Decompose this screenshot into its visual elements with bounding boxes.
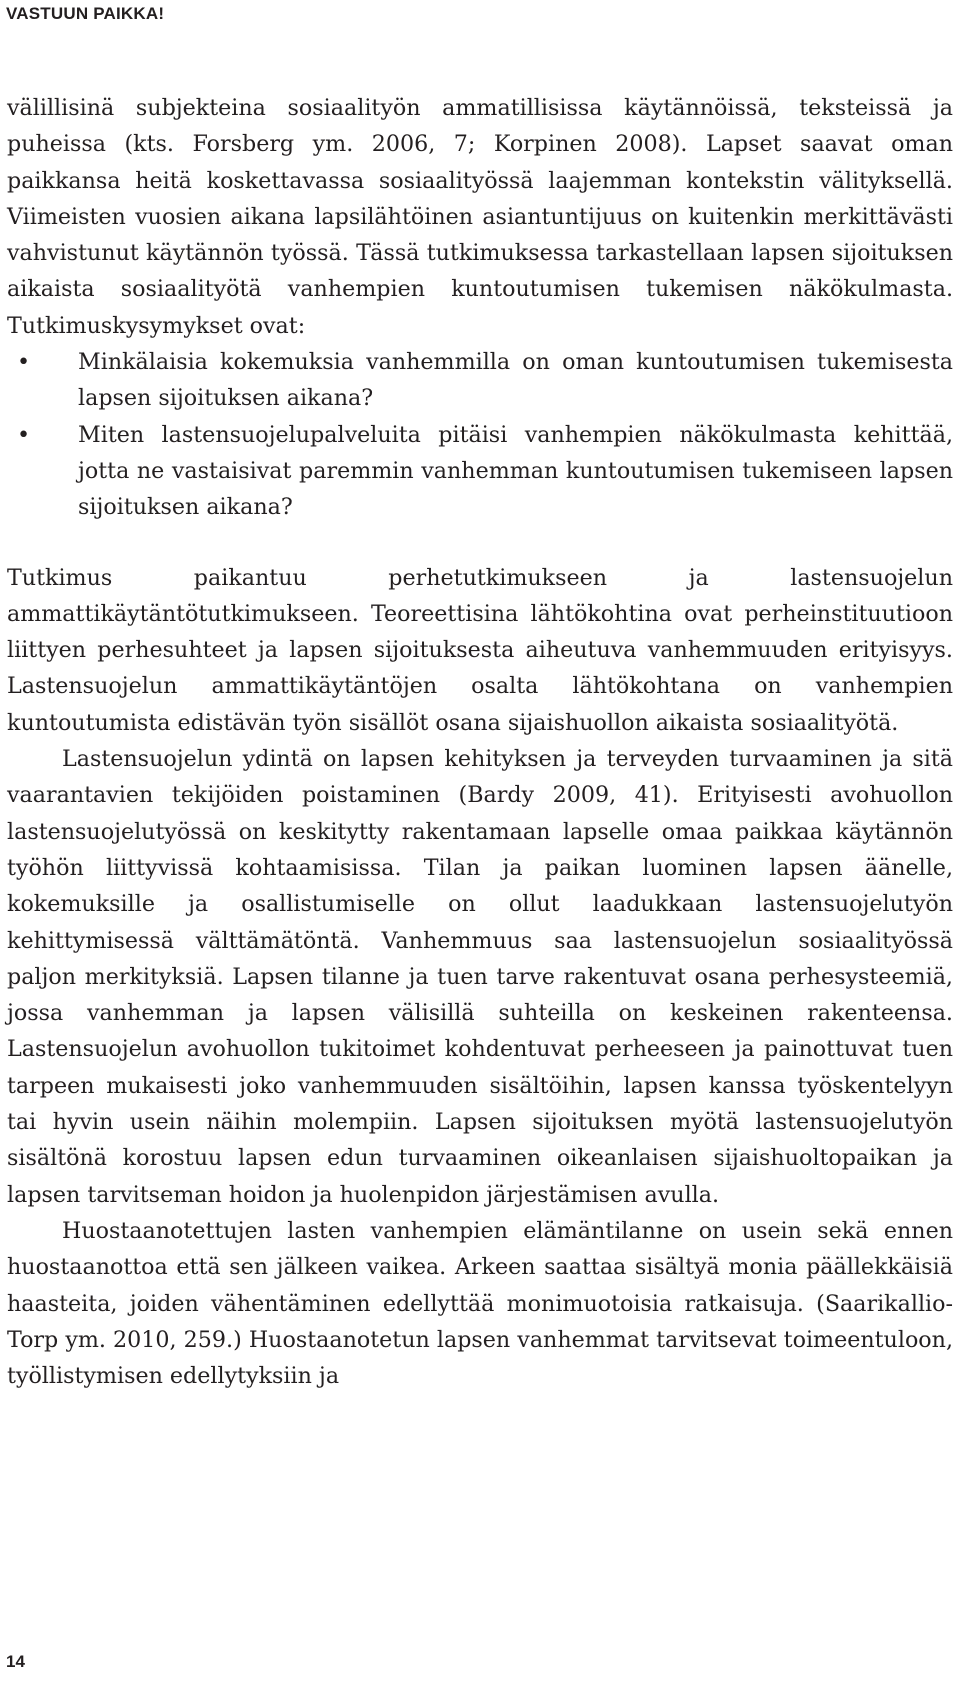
bullet-icon: •: [17, 349, 31, 376]
research-questions-list: [7, 344, 953, 525]
research-question-text: Minkälaisia kokemuksia vanhemmilla on oman kuntoutumisen tukemisesta lapsen sijoituksen aikana?: [78, 349, 953, 412]
paragraph: Tutkimus paikantuu perhetutkimukseen ja lastensuojelun ammattikäytäntötutkimukseen. Teoreettisina lähtökohtina ovat perheinstituutioon liittyen perhesuhteet ja lapsen sijoituksesta aiheutuva vanhemmuuden erityisyys. Lastensuojelun ammattikäytäntöjen osalta lähtökohtana on vanhempien kuntoutumista edistävän työn sisällöt osana sijaishuollon aikaista sosiaalityötä.: [7, 564, 953, 736]
bullet-icon: •: [17, 421, 31, 448]
list-item: [7, 344, 953, 417]
running-header: VASTUUN PAIKKA!: [6, 4, 165, 23]
page-body: [7, 90, 953, 1394]
intro-paragraph: välillisinä subjekteina sosiaalityön ammatillisissa käytännöissä, teksteissä ja puheissa (kts. Forsberg ym. 2006, 7; Korpinen 2008). Lapset saavat oman paikkansa heitä koskettavassa sosiaalityössä laajemman kontekstin välityksellä. Viimeisten vuosien aikana lapsilähtöinen asiantuntijuus on kuitenkin merkittävästi vahvistunut käytännön työssä. Tässä tutkimuksessa tarkastellaan lapsen sijoituksen aikaista sosiaalityötä vanhempien kuntoutumisen tukemisen näkökulmasta. Tutkimuskysymykset ovat:: [7, 95, 953, 339]
page-number: 14: [6, 1652, 25, 1671]
paragraph: Lastensuojelun ydintä on lapsen kehityksen ja terveyden turvaaminen ja sitä vaarantavien tekijöiden poistaminen (Bardy 2009, 41). Erityisesti avohuollon lastensuojelutyössä on keskitytty rakentamaan lapselle omaa paikkaa käytännön työhön liittyvissä kohtaamisissa. Tilan ja paikan luominen lapsen äänelle, kokemuksille ja osallistumiselle on ollut laadukkaan lastensuojelutyön kehittymisessä välttämätöntä. Vanhemmuus saa lastensuojelun sosiaalityössä paljon merkityksiä. Lapsen tilanne ja tuen tarve rakentuvat osana perhesysteemiä, jossa vanhemman ja lapsen välisillä suhteilla on keskeinen rakenteensa. Lastensuojelun avohuollon tukitoimet kohdentuvat perheeseen ja painottuvat tuen tarpeen mukaisesti joko vanhemmuuden sisältöihin, lapsen kanssa työskentelyyn tai hyvin usein näihin molempiin. Lapsen sijoituksen myötä lastensuojelutyön sisältönä korostuu lapsen edun turvaaminen oikeanlaisen sijaishuoltopaikan ja lapsen tarvitseman hoidon ja huolenpidon järjestämisen avulla.: [7, 746, 953, 1208]
paragraph-spacer: [7, 526, 953, 560]
list-item: [7, 417, 953, 526]
paragraph: Huostaanotettujen lasten vanhempien elämäntilanne on usein sekä ennen huostaanottoa että sen jälkeen vaikea. Arkeen saattaa sisältyä monia päällekkäisiä haasteita, joiden vähentäminen edellyttää monimuotoisia ratkaisuja. (Saarikallio-Torp ym. 2010, 259.) Huostaanotetun lapsen vanhemmat tarvitsevat toimeentuloon, työllistymisen edellytyksiin ja: [7, 1217, 953, 1390]
research-question-text: Miten lastensuojelupalveluita pitäisi vanhempien näkökulmasta kehittää, jotta ne vastaisivat paremmin vanhemman kuntoutumisen tukemiseen lapsen sijoituksen aikana?: [78, 421, 953, 521]
